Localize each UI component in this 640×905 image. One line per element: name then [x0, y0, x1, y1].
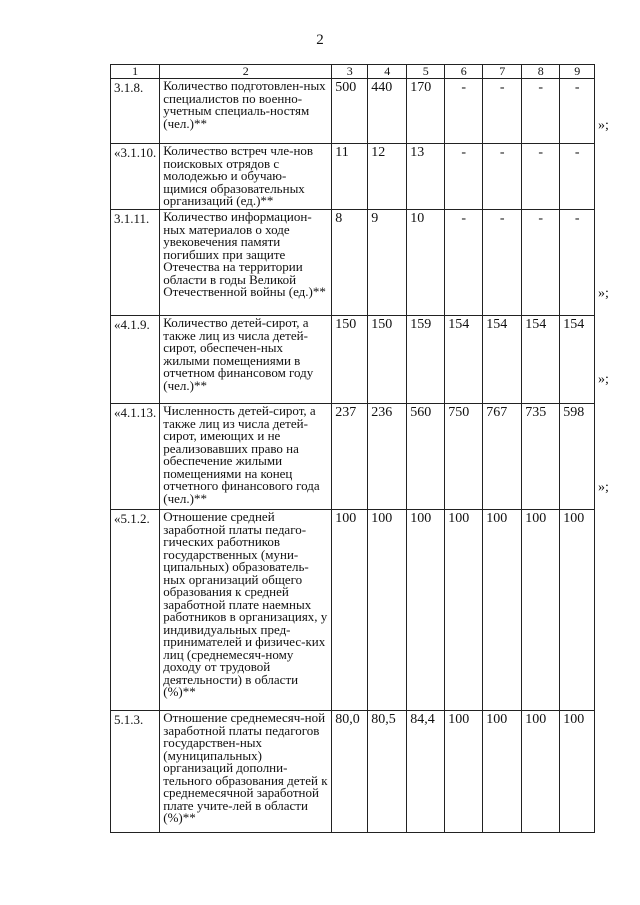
indicator-code: 5.1.3. — [111, 711, 160, 833]
indicator-description: Количество подготовлен-ных специалистов по военно-учетным специаль-ностям (чел.)** — [160, 79, 332, 144]
value-cell: 100 — [368, 510, 407, 711]
value-cell: 12 — [368, 144, 407, 210]
row-closing-quote: »; — [598, 480, 609, 495]
indicator-description: Количество встреч чле-нов поисковых отрядов с молодежью и обучаю-щимися образовательных организаций (ед.)** — [160, 144, 332, 210]
table-row — [111, 79, 595, 144]
indicator-description: Количество детей-сирот, а также лиц из числа детей-сирот, обеспечен-ных жилыми помещениями в отчетном финансовом году (чел.)** — [160, 316, 332, 404]
indicator-code: «4.1.9. — [111, 316, 160, 404]
column-number: 5 — [407, 65, 445, 79]
indicator-description: Количество информацион-ных материалов о ходе увековечения памяти погибших при защите Отечества на территории области в годы Великой Отечественной войны (ед.)** — [160, 210, 332, 316]
column-number: 6 — [445, 65, 483, 79]
value-cell: 154 — [483, 316, 522, 404]
value-cell: - — [560, 210, 595, 316]
value-cell: 154 — [522, 316, 560, 404]
value-cell: - — [522, 79, 560, 144]
value-cell: 767 — [483, 404, 522, 510]
column-number: 9 — [560, 65, 595, 79]
value-cell: 100 — [445, 510, 483, 711]
indicators-table — [110, 64, 595, 833]
column-number: 4 — [368, 65, 407, 79]
indicator-description: Численность детей-сирот, а также лиц из числа детей-сирот, имеющих и не реализовавших право на обеспечение жилыми помещениями на конец отчетного финансового года (чел.)** — [160, 404, 332, 510]
value-cell: 154 — [445, 316, 483, 404]
indicator-code: 3.1.8. — [111, 79, 160, 144]
value-cell: 500 — [332, 79, 368, 144]
value-cell: 100 — [522, 510, 560, 711]
header-row — [111, 65, 595, 79]
value-cell: 10 — [407, 210, 445, 316]
value-cell: 80,0 — [332, 711, 368, 833]
table-row — [111, 144, 595, 210]
value-cell: 150 — [368, 316, 407, 404]
value-cell: 750 — [445, 404, 483, 510]
value-cell: - — [445, 79, 483, 144]
value-cell: - — [445, 210, 483, 316]
value-cell: 11 — [332, 144, 368, 210]
column-number: 1 — [111, 65, 160, 79]
value-cell: 100 — [483, 510, 522, 711]
row-closing-quote: »; — [598, 372, 609, 387]
value-cell: - — [522, 210, 560, 316]
value-cell: 598 — [560, 404, 595, 510]
value-cell: 9 — [368, 210, 407, 316]
value-cell: 100 — [332, 510, 368, 711]
column-number: 3 — [332, 65, 368, 79]
value-cell: 100 — [560, 510, 595, 711]
page-number: 2 — [316, 32, 324, 48]
value-cell: 440 — [368, 79, 407, 144]
value-cell: 735 — [522, 404, 560, 510]
value-cell: - — [483, 210, 522, 316]
value-cell: - — [483, 79, 522, 144]
value-cell: 159 — [407, 316, 445, 404]
column-number: 2 — [160, 65, 332, 79]
value-cell: 100 — [407, 510, 445, 711]
value-cell: 8 — [332, 210, 368, 316]
value-cell: - — [560, 144, 595, 210]
value-cell: 154 — [560, 316, 595, 404]
indicator-description: Отношение среднемесяч-ной заработной платы педагогов государствен-ных (муниципальных) организаций дополни-тельного образования детей к среднемесячной заработной плате учите-лей в области (%)** — [160, 711, 332, 833]
value-cell: 13 — [407, 144, 445, 210]
value-cell: 100 — [445, 711, 483, 833]
table-row — [111, 316, 595, 404]
value-cell: 100 — [483, 711, 522, 833]
column-number: 7 — [483, 65, 522, 79]
value-cell: - — [522, 144, 560, 210]
value-cell: 236 — [368, 404, 407, 510]
value-cell: 560 — [407, 404, 445, 510]
value-cell: 100 — [522, 711, 560, 833]
value-cell: - — [445, 144, 483, 210]
value-cell: - — [560, 79, 595, 144]
table-row — [111, 711, 595, 833]
table-row — [111, 210, 595, 316]
value-cell: 150 — [332, 316, 368, 404]
indicator-code: «3.1.10. — [111, 144, 160, 210]
indicator-description: Отношение средней заработной платы педаго-гических работников государственных (муни-ципальных) образователь-ных организаций общего образования к средней заработной плате наемных работников в организациях, у индивидуальных пред-принимателей и физичес-ких лиц (среднемесяч-ному доходу от трудовой деятельности) в области (%)** — [160, 510, 332, 711]
value-cell: - — [483, 144, 522, 210]
indicator-code: «5.1.2. — [111, 510, 160, 711]
indicator-code: 3.1.11. — [111, 210, 160, 316]
value-cell: 84,4 — [407, 711, 445, 833]
value-cell: 80,5 — [368, 711, 407, 833]
table-row — [111, 404, 595, 510]
column-number: 8 — [522, 65, 560, 79]
row-closing-quote: »; — [598, 286, 609, 301]
indicator-code: «4.1.13. — [111, 404, 160, 510]
table-row — [111, 510, 595, 711]
value-cell: 237 — [332, 404, 368, 510]
value-cell: 100 — [560, 711, 595, 833]
value-cell: 170 — [407, 79, 445, 144]
row-closing-quote: »; — [598, 118, 609, 133]
